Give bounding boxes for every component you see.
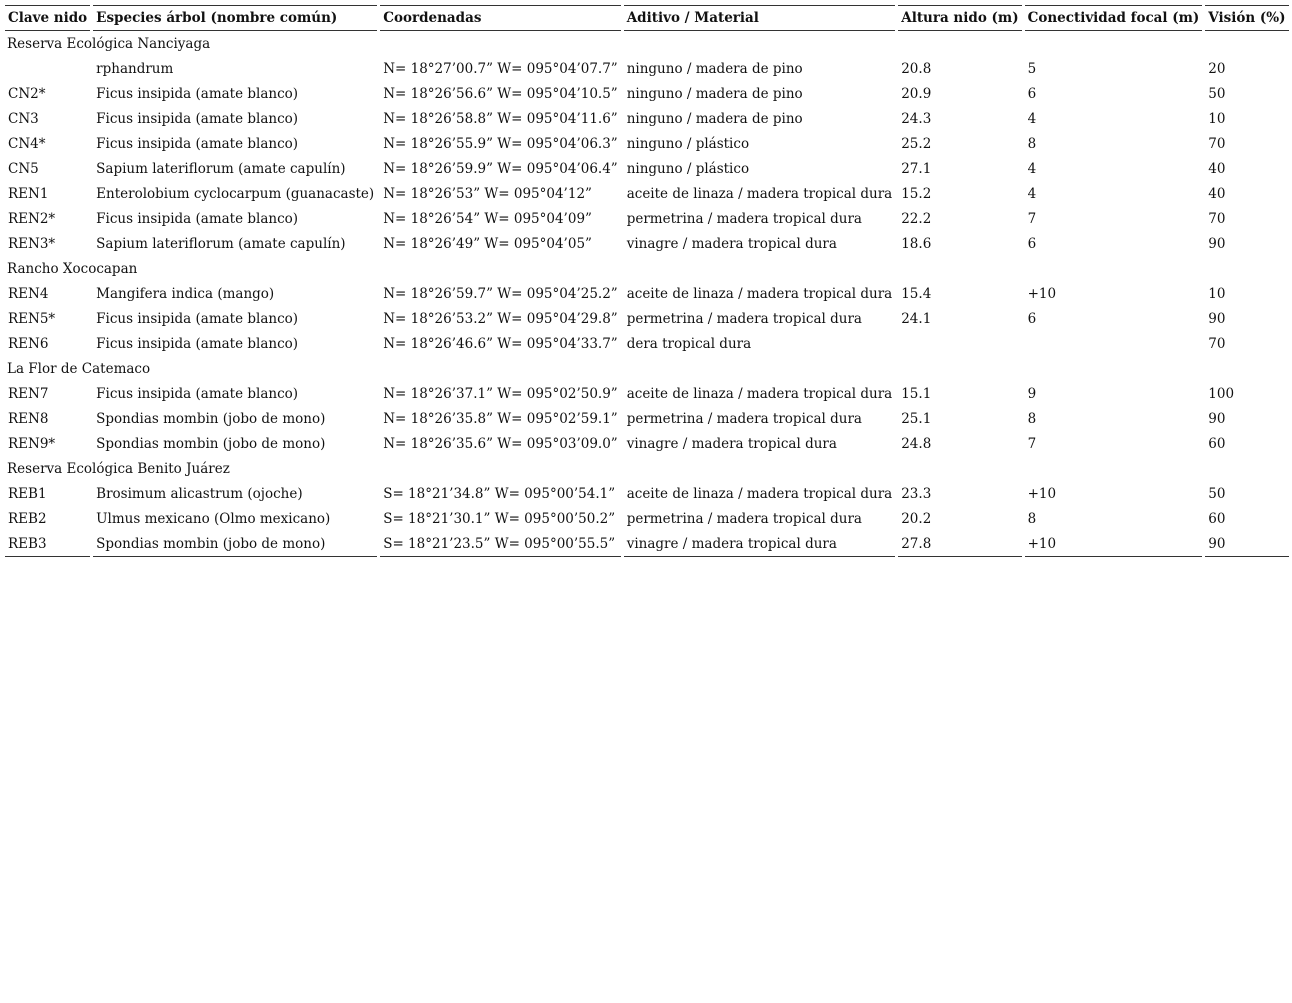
cell-especie: Brosimum alicastrum (ojoche)	[96, 485, 303, 502]
cell-altura: 27.8	[898, 531, 1021, 557]
cell-altura: 15.2	[901, 185, 932, 202]
cell-altura: 24.1	[901, 310, 932, 327]
cell-coordenadas: N= 18°27’00.7” W= 095°04’07.7”	[383, 60, 618, 77]
cell-clave: CN5	[8, 160, 39, 177]
cell-especie: Mangifera indica (mango)	[96, 285, 275, 302]
table-row	[5, 481, 1289, 506]
table-row	[5, 506, 1289, 531]
cell-vision: 50	[1208, 485, 1226, 502]
table-row	[5, 106, 1289, 131]
cell-clave: REB3	[5, 531, 90, 557]
cell-conectividad: 4	[1027, 185, 1037, 202]
cell-vision: 70	[1208, 210, 1226, 227]
cell-especie: Spondias mombin (jobo de mono)	[96, 410, 326, 427]
cell-clave: REN6	[8, 335, 49, 352]
cell-clave: CN4*	[8, 135, 46, 152]
section-row	[5, 256, 1289, 281]
cell-aditivo: dera tropical dura	[626, 335, 752, 352]
cell-altura: 27.1	[901, 160, 932, 177]
cell-aditivo: permetrina / madera tropical dura	[626, 410, 862, 427]
cell-vision: 60	[1208, 435, 1226, 452]
cell-conectividad: 7	[1027, 435, 1037, 452]
cell-especie: Ficus insipida (amate blanco)	[96, 210, 299, 227]
cell-clave: CN2*	[8, 85, 46, 102]
nest-data-table	[2, 5, 1292, 557]
cell-especie: Ficus insipida (amate blanco)	[96, 85, 299, 102]
header-especies: Especies árbol (nombre común)	[93, 5, 377, 31]
cell-clave: REB1	[8, 485, 47, 502]
header-clave: Clave nido	[5, 5, 90, 31]
cell-coordenadas: S= 18°21’30.1” W= 095°00’50.2”	[383, 510, 616, 527]
cell-coordenadas: N= 18°26’35.8” W= 095°02’59.1”	[383, 410, 618, 427]
cell-altura	[898, 331, 1021, 356]
table-body	[5, 31, 1289, 557]
cell-conectividad: 4	[1027, 160, 1037, 177]
cell-conectividad: +10	[1025, 531, 1203, 557]
table-row	[5, 156, 1289, 181]
table-row	[5, 531, 1289, 557]
cell-coordenadas: N= 18°26’53” W= 095°04’12”	[383, 185, 592, 202]
cell-vision: 10	[1208, 110, 1226, 127]
cell-clave: REN5*	[8, 310, 56, 327]
table-row	[5, 281, 1289, 306]
cell-vision: 70	[1208, 335, 1226, 352]
header-conectividad: Conectividad focal (m)	[1025, 5, 1203, 31]
cell-conectividad: +10	[1027, 285, 1057, 302]
section-title: Reserva Ecológica Benito Juárez	[7, 460, 230, 477]
cell-especie: Enterolobium cyclocarpum (guanacaste)	[96, 185, 375, 202]
cell-aditivo: ninguno / plástico	[626, 135, 750, 152]
cell-especie: Ficus insipida (amate blanco)	[96, 335, 299, 352]
cell-especie: Ficus insipida (amate blanco)	[96, 135, 299, 152]
cell-coordenadas: N= 18°26’59.7” W= 095°04’25.2”	[383, 285, 618, 302]
cell-aditivo: aceite de linaza / madera tropical dura	[626, 285, 893, 302]
cell-aditivo: vinagre / madera tropical dura	[626, 235, 837, 252]
table-row	[5, 231, 1289, 256]
cell-coordenadas: N= 18°26’49” W= 095°04’05”	[383, 235, 592, 252]
cell-coordenadas: S= 18°21’23.5” W= 095°00’55.5”	[380, 531, 621, 557]
cell-clave: REN1	[8, 185, 49, 202]
cell-vision: 20	[1208, 60, 1226, 77]
cell-altura: 24.8	[901, 435, 932, 452]
cell-clave	[5, 56, 90, 81]
cell-altura: 23.3	[901, 485, 932, 502]
cell-conectividad: 4	[1027, 110, 1037, 127]
cell-altura: 24.3	[901, 110, 932, 127]
cell-vision: 90	[1208, 235, 1226, 252]
section-title: Rancho Xococapan	[7, 260, 138, 277]
cell-vision: 60	[1208, 510, 1226, 527]
cell-vision: 100	[1208, 385, 1235, 402]
cell-vision: 90	[1208, 410, 1226, 427]
table-row	[5, 131, 1289, 156]
cell-aditivo: ninguno / madera de pino	[626, 85, 803, 102]
cell-aditivo: permetrina / madera tropical dura	[626, 310, 862, 327]
cell-aditivo: vinagre / madera tropical dura	[624, 531, 896, 557]
cell-altura: 25.2	[901, 135, 932, 152]
table-row	[5, 381, 1289, 406]
cell-clave: CN3	[8, 110, 39, 127]
cell-conectividad: 7	[1027, 210, 1037, 227]
cell-coordenadas: N= 18°26’37.1” W= 095°02’50.9”	[383, 385, 618, 402]
header-altura: Altura nido (m)	[898, 5, 1021, 31]
cell-vision: 10	[1208, 285, 1226, 302]
cell-clave: REN4	[8, 285, 49, 302]
cell-conectividad	[1025, 331, 1203, 356]
cell-aditivo: permetrina / madera tropical dura	[626, 510, 862, 527]
cell-especie: Ficus insipida (amate blanco)	[96, 110, 299, 127]
cell-aditivo: vinagre / madera tropical dura	[626, 435, 837, 452]
table-row	[5, 331, 1289, 356]
table-row	[5, 206, 1289, 231]
cell-aditivo: aceite de linaza / madera tropical dura	[626, 185, 893, 202]
cell-vision: 40	[1208, 160, 1226, 177]
cell-clave: REN7	[8, 385, 49, 402]
cell-coordenadas: N= 18°26’56.6” W= 095°04’10.5”	[383, 85, 618, 102]
cell-clave: REB2	[8, 510, 47, 527]
header-coordenadas: Coordenadas	[380, 5, 621, 31]
cell-aditivo: ninguno / madera de pino	[626, 110, 803, 127]
section-title: Reserva Ecológica Nanciyaga	[7, 35, 211, 52]
cell-especie: Sapium lateriflorum (amate capulín)	[96, 160, 346, 177]
cell-coordenadas: N= 18°26’54” W= 095°04’09”	[383, 210, 592, 227]
cell-aditivo: ninguno / plástico	[626, 160, 750, 177]
cell-altura: 25.1	[901, 410, 932, 427]
cell-coordenadas: N= 18°26’59.9” W= 095°04’06.4”	[383, 160, 618, 177]
cell-aditivo: aceite de linaza / madera tropical dura	[626, 385, 893, 402]
cell-altura: 15.1	[901, 385, 932, 402]
cell-especie: rphandrum	[96, 60, 174, 77]
cell-clave: REN9*	[8, 435, 56, 452]
cell-vision: 50	[1208, 85, 1226, 102]
cell-altura: 20.9	[901, 85, 932, 102]
cell-conectividad: 6	[1027, 85, 1037, 102]
cell-especie: Sapium lateriflorum (amate capulín)	[96, 235, 346, 252]
cell-aditivo: aceite de linaza / madera tropical dura	[626, 485, 893, 502]
section-row	[5, 356, 1289, 381]
cell-altura: 22.2	[901, 210, 932, 227]
table-row	[5, 431, 1289, 456]
cell-conectividad: 8	[1027, 135, 1037, 152]
cell-coordenadas: N= 18°26’35.6” W= 095°03’09.0”	[383, 435, 618, 452]
section-row	[5, 31, 1289, 56]
cell-altura: 18.6	[901, 235, 932, 252]
header-vision: Visión (%)	[1205, 5, 1288, 31]
table-row	[5, 56, 1289, 81]
cell-conectividad: 5	[1027, 60, 1037, 77]
cell-coordenadas: N= 18°26’58.8” W= 095°04’11.6”	[383, 110, 618, 127]
cell-conectividad: 6	[1027, 310, 1037, 327]
cell-aditivo: ninguno / madera de pino	[626, 60, 803, 77]
cell-conectividad: +10	[1027, 485, 1057, 502]
header-row	[5, 5, 1289, 31]
table-row	[5, 181, 1289, 206]
cell-clave: REN3*	[8, 235, 56, 252]
cell-coordenadas: S= 18°21’34.8” W= 095°00’54.1”	[383, 485, 616, 502]
cell-vision: 40	[1208, 185, 1226, 202]
cell-coordenadas: N= 18°26’55.9” W= 095°04’06.3”	[383, 135, 618, 152]
header-aditivo: Aditivo / Material	[624, 5, 896, 31]
table-row	[5, 306, 1289, 331]
cell-vision: 90	[1205, 531, 1288, 557]
table-row	[5, 81, 1289, 106]
cell-altura: 20.2	[901, 510, 932, 527]
cell-coordenadas: N= 18°26’53.2” W= 095°04’29.8”	[383, 310, 618, 327]
cell-especie: Ulmus mexicano (Olmo mexicano)	[96, 510, 331, 527]
section-title: La Flor de Catemaco	[7, 360, 151, 377]
cell-especie: Ficus insipida (amate blanco)	[96, 310, 299, 327]
cell-conectividad: 8	[1027, 410, 1037, 427]
cell-conectividad: 9	[1027, 385, 1037, 402]
cell-especie: Spondias mombin (jobo de mono)	[96, 435, 326, 452]
cell-especie: Ficus insipida (amate blanco)	[96, 385, 299, 402]
cell-conectividad: 6	[1027, 235, 1037, 252]
cell-altura: 15.4	[901, 285, 932, 302]
cell-vision: 90	[1208, 310, 1226, 327]
cell-conectividad: 8	[1027, 510, 1037, 527]
section-row	[5, 456, 1289, 481]
cell-aditivo: permetrina / madera tropical dura	[626, 210, 862, 227]
cell-clave: REN8	[8, 410, 49, 427]
cell-especie: Spondias mombin (jobo de mono)	[93, 531, 377, 557]
cell-coordenadas: N= 18°26’46.6” W= 095°04’33.7”	[383, 335, 618, 352]
table-row	[5, 406, 1289, 431]
cell-vision: 70	[1208, 135, 1226, 152]
cell-clave: REN2*	[8, 210, 56, 227]
cell-altura: 20.8	[901, 60, 932, 77]
